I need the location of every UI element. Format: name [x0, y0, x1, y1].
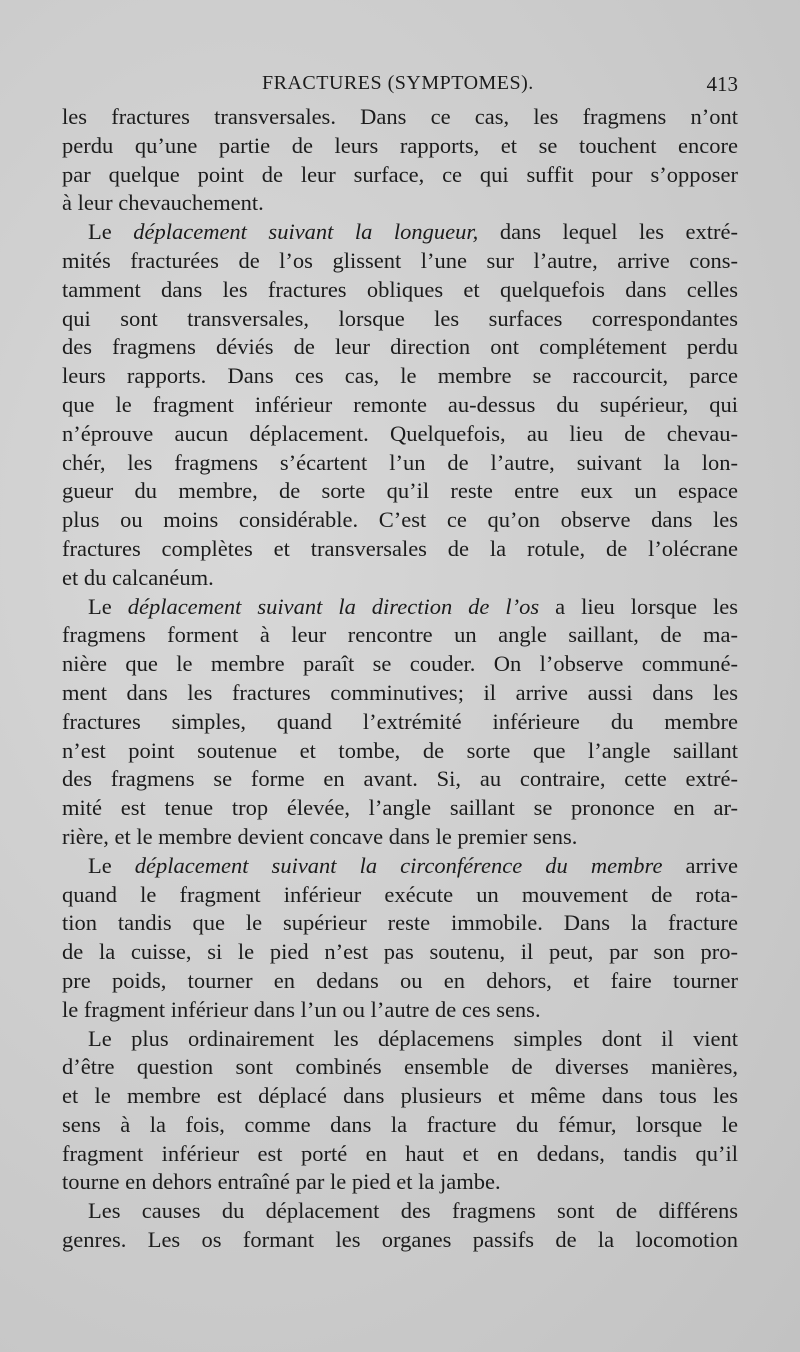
- italic-term: déplacement suivant la direction de l’os: [127, 593, 540, 619]
- text-line: tamment dans les fractures obliques et quelquefois dans celles: [62, 276, 738, 302]
- page-header: [62, 72, 738, 104]
- text-line: leurs rapports. Dans ces cas, le membre se raccourcit, parce: [62, 363, 738, 389]
- text-line: des fragmens se forme en avant. Si, au contraire, cette extré-: [62, 766, 738, 792]
- text-line: d’être question sont combinés ensemble de diverses manières,: [62, 1054, 738, 1080]
- line-rest: a lieu lorsque les: [539, 593, 738, 619]
- text-line: ment dans les fractures comminutives; il arrive aussi dans les: [62, 679, 738, 705]
- paragraph-5: [62, 1025, 738, 1198]
- text-line: et le membre est déplacé dans plusieurs et même dans tous les: [62, 1083, 738, 1109]
- lead-text: Le: [88, 593, 128, 619]
- text-line: et du calcanéum.: [62, 564, 214, 590]
- text-line: [62, 852, 738, 881]
- text-line: à leur chevauchement.: [62, 190, 264, 216]
- text-line: que le fragment inférieur remonte au-dessus du supérieur, qui: [62, 391, 738, 417]
- paragraph-4: [62, 852, 738, 1025]
- text-line: qui sont transversales, lorsque les surfaces correspondantes: [62, 305, 738, 331]
- text-line: rière, et le membre devient concave dans le premier sens.: [62, 823, 578, 849]
- text-line: gueur du membre, de sorte qu’il reste entre eux un espace: [62, 478, 738, 504]
- text-line: Le plus ordinairement les déplacemens simples dont il vient: [88, 1025, 738, 1051]
- text-line: fragmens forment à leur rencontre un angle saillant, de ma-: [62, 622, 738, 648]
- text-line: mité est tenue trop élevée, l’angle saillant se prononce en ar-: [62, 795, 738, 821]
- paragraph-3: [62, 593, 738, 852]
- text-line: par quelque point de leur surface, ce qui suffit pour s’opposer: [62, 161, 738, 187]
- text-line: fragment inférieur est porté en haut et en dedans, tandis qu’il: [62, 1140, 738, 1166]
- italic-term: déplacement suivant la circonférence du membre: [134, 852, 663, 878]
- page-number: 413: [706, 72, 738, 96]
- text-line: [62, 218, 738, 247]
- italic-term: déplacement suivant la longueur,: [133, 219, 479, 245]
- text-line: fractures complètes et transversales de la rotule, de l’olécrane: [62, 535, 738, 561]
- lead-text: Le: [88, 852, 135, 878]
- text-line: n’éprouve aucun déplacement. Quelquefois, au lieu de chevau-: [62, 420, 738, 446]
- text-line: sens à la fois, comme dans la fracture du fémur, lorsque le: [62, 1111, 738, 1137]
- line-rest: dans lequel les extré-: [478, 219, 738, 245]
- running-title: FRACTURES (SYMPTOMES).: [262, 72, 534, 94]
- text-line: le fragment inférieur dans l’un ou l’autre de ces sens.: [62, 996, 541, 1022]
- text-line: perdu qu’une partie de leurs rapports, et se touchent encore: [62, 132, 738, 158]
- text-line: des fragmens déviés de leur direction ont complétement perdu: [62, 334, 738, 360]
- text-line: genres. Les os formant les organes passifs de la locomotion: [62, 1227, 738, 1253]
- text-line: pre poids, tourner en dedans ou en dehors, et faire tourner: [62, 967, 738, 993]
- text-line: n’est point soutenue et tombe, de sorte que l’angle saillant: [62, 737, 738, 763]
- text-line: les fractures transversales. Dans ce cas, les fragmens n’ont: [62, 104, 738, 129]
- lead-text: Le: [88, 219, 134, 245]
- text-line: de la cuisse, si le pied n’est pas soutenu, il peut, par son pro-: [62, 939, 738, 965]
- line-rest: arrive: [662, 852, 738, 878]
- text-line: tourne en dehors entraîné par le pied et la jambe.: [62, 1169, 501, 1195]
- text-line: fractures simples, quand l’extrémité inférieure du membre: [62, 708, 738, 734]
- text-line: quand le fragment inférieur exécute un mouvement de rota-: [62, 881, 738, 907]
- paragraph-6: [62, 1197, 738, 1255]
- paragraph-1: [62, 103, 738, 218]
- text-line: Les causes du déplacement des fragmens sont de différens: [88, 1198, 738, 1224]
- paragraph-2: [62, 218, 738, 592]
- body-text: [62, 103, 738, 1255]
- text-line: plus ou moins considérable. C’est ce qu’on observe dans les: [62, 507, 738, 533]
- text-line: chér, les fragmens s’écartent l’un de l’autre, suivant la lon-: [62, 449, 738, 475]
- text-line: nière que le membre paraît se couder. On l’observe communé-: [62, 651, 738, 677]
- text-line: mités fracturées de l’os glissent l’une sur l’autre, arrive cons-: [62, 247, 738, 273]
- text-line: tion tandis que le supérieur reste immobile. Dans la fracture: [62, 910, 738, 936]
- text-line: [62, 593, 738, 622]
